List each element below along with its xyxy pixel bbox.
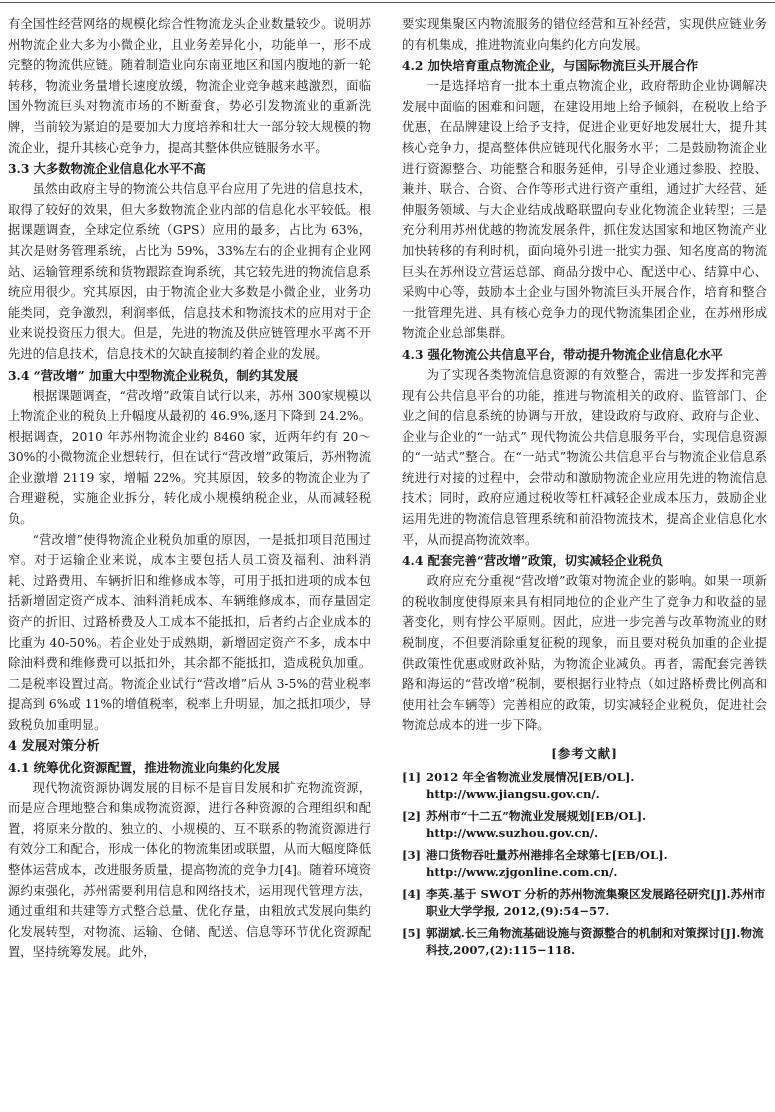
reference-number: [1]: [402, 769, 422, 784]
section-heading-3-3: 3.3 大多数物流企业信息化水平不高: [8, 161, 206, 177]
paragraph: 现代物流资源协调发展的目标不是盲目发展和扩充物流资源，而是应合理地整合和集成物流资源，进行各种资源的合理组织和配置，将原来分散的、独立的、小规模的、互不联系的物流资源进行有效分工和配合，形成一体化的物流集团或联盟，从而大幅度降低整体运营成本，改进服务质量，提高物流的竞争力[4]。随着环境资源约束强化，苏州需要利用信息和网络技术，运用现代管理方法，通过重组和共建等方式整合总量、优化存量，由粗放式发展向集约化发展转型，对物流、运输、仓储、配送、信息等环节优化资源配置，坚持统筹发展。此外，: [8, 780, 371, 960]
reference-item: [402, 769, 767, 804]
paragraph: 一是选择培育一批本土重点物流企业，政府帮助企业协调解决发展中面临的困难和问题，在建设用地上给予倾斜，在税收上给予优惠，在品牌建设上给予支持，促进企业更好地发展壮大，提升其核心竞争力，提高整体供应链现代化服务水平；二是鼓励物流企业进行资源整合、功能整合和服务延伸，引导企业通过参股、控股、兼并、联合、合资、合作等形式进行资产重组，通过扩大经营、延伸服务领域、与大企业结成战略联盟向专业化物流企业转型；三是充分利用苏州优越的物流发展条件，抓住发达国家和地区物流产业加快转移的有利时机，面向境外引进一批实力强、知名度高的物流巨头在苏州设立营运总部、商品分拨中心、配送中心、结算中心、采购中心等，鼓励本土企业与国外物流巨头开展合作，培育和整合一批管理先进、具有核心竞争力的现代物流集团企业，在苏州形成物流企业总部集群。: [402, 79, 767, 341]
paragraph: 虽然由政府主导的物流公共信息平台应用了先进的信息技术，取得了较好的效果，但大多数物流企业内部的信息化水平较低。根据课题调查，全球定位系统（GPS）应用的最多，占比为 63%，其次是财务管理系统，占比为 59%，33%左右的企业拥有企业网站、运输管理系统和货物跟踪查询系统，其它较先进的物流信息系统应用很少。究其原因，由于物流企业大多数是小微企业，业务功能类同，竞争激烈，利润率低，信息技术和物流技术的应用对于企业来说投资压力很大。但是，先进的物流及供应链管理水平离不开先进的信息技术，信息技术的欠缺直接制约着企业的发展。: [8, 182, 371, 361]
section-heading-3-4: 3.4 “营改增” 加重大中型物流企业税负，制约其发展: [8, 367, 299, 383]
reference-text: 李英.基于 SWOT 分析的苏州物流集聚区发展路径研究[J].苏州市职业大学学报, 2012,(9):54−57.: [426, 886, 766, 919]
reference-text: 苏州市“十二五”物流业发展规划[EB/OL]. http://www.suzhou.gov.cn/.: [426, 808, 647, 841]
reference-number: [3]: [402, 847, 422, 862]
section-heading-4-4: 4.4 配套完善“营改增”政策，切实减轻企业税负: [402, 553, 664, 569]
reference-text: 2012 年全省物流业发展情况[EB/OL]. http://www.jiangsu.gov.cn/.: [426, 769, 635, 802]
reference-item: [402, 925, 767, 960]
reference-text: 港口货物吞吐量苏州港排名全球第七[EB/OL]. http://www.zjgonline.com.cn/.: [426, 847, 668, 880]
section-heading-4: 4 发展对策分析: [8, 738, 100, 754]
top-rule: [0, 2, 775, 3]
paragraph: 有全国性经营网络的规模化综合性物流龙头企业数量较少。说明苏州物流企业大多为小微企业，且业务差异化小，功能单一，形不成完整的物流供应链。随着制造业向东南亚地区和国内腹地的新一轮转移，物流业务量增长速度放缓，物流企业竞争越来越激烈，面临国外物流巨头对物流市场的不断蚕食，势必引发物流业的重新洗牌，当前较为紧迫的是要加大力度培养和壮大一部分较大规模的物流企业，提升其核心竞争力，提高其整体供应链服务水平。: [8, 17, 371, 155]
section-heading-4-1: 4.1 统筹优化资源配置，推进物流业向集约化发展: [8, 759, 280, 775]
reference-item: [402, 886, 767, 921]
paragraph: 根据课题调查，“营改增”政策自试行以来，苏州 300家规模以上物流企业的税负上升幅度从最初的 46.9%,逐月下降到 24.2%。根据调查，2010 年苏州物流企业约 8460 家，近两年约有 20～30%的小微物流企业想转行，但在试行“营改增”政策后，苏州物流企业激增 2119 家，增幅 22%。究其原因，较多的物流企业为了合理避税，实施企业拆分，转化成小规模纳税企业，从而减轻税负。: [8, 388, 371, 527]
section-heading-4-3: 4.3 强化物流公共信息平台，带动提升物流企业信息化水平: [402, 346, 723, 362]
reference-number: [5]: [402, 925, 422, 940]
section-heading-4-2: 4.2 加快培育重点物流企业，与国际物流巨头开展合作: [402, 58, 699, 74]
left-column: [8, 14, 371, 963]
references-heading: [参考文献]: [551, 746, 618, 761]
reference-number: [4]: [402, 886, 422, 901]
right-column: [402, 14, 767, 964]
reference-item: [402, 808, 767, 843]
paragraph: 政府应充分重视“营改增”政策对物流企业的影响。如果一项新的税收制度使得原来具有相同地位的企业产生了竞争力和收益的显著变化，则有悖公平原则。因此，应进一步完善与改革物流业的财税制度，不但要消除重复征税的现象，而且要对税负加重的企业提供政策性优惠或财政补贴，为物流企业减负。再者，需配套完善铁路和海运的“营改增”税制，要根据行业特点（如过路桥费比例高和使用社会车辆等）完善相应的政策，切实减轻企业税负，促进社会物流总成本的进一步下降。: [402, 574, 767, 733]
paragraph: “营改增”使得物流企业税负加重的原因，一是抵扣项目范围过窄。对于运输企业来说，成本主要包括人员工资及福利、油料消耗、过路费用、车辆折旧和维修成本等，可用于抵扣进项的成本包括新增固定资产成本、油料消耗成本、车辆维修成本，而存量固定资产的折旧、过路桥费及人工成本不能抵扣，后者约占企业成本的比重为 40-50%。若企业处于成熟期，新增固定资产不多，成本中除油料费和维修费可以抵扣外，其余都不能抵扣，造成税负加重。二是税率设置过高。物流企业试行“营改增”后从 3-5%的营业税率提高到 6%或 11%的增值税率，税率上升明显，加之抵扣项少，导致税负加重明显。: [8, 532, 371, 732]
paragraph: 要实现集聚区内物流服务的错位经营和互补经营，实现供应链业务的有机集成，推进物流业向集约化方向发展。: [402, 17, 767, 52]
paragraph: 为了实现各类物流信息资源的有效整合，需进一步发挥和完善现有公共信息平台的功能，推进与物流相关的政府、监管部门、企业之间的信息系统的协调与开放，建设政府与政府、政府与企业、企业与企业的“一站式” 现代物流公共信息服务平台，实现信息资源的“一站式”整合。在“一站式”物流公共信息平台与物流企业信息系统进行对接的过程中，会带动和激励物流企业应用先进的物流信息技术；同时，政府应通过税收等杠杆减轻企业成本压力，鼓励企业运用先进的物流信息管理系统和前沿物流技术，提高企业信息化水平，从而提高物流效率。: [402, 367, 767, 547]
reference-number: [2]: [402, 808, 422, 823]
reference-list: [402, 769, 767, 960]
reference-item: [402, 847, 767, 882]
reference-text: 郭湖斌.长三角物流基础设施与资源整合的机制和对策探讨[J].物流科技,2007,(2):115−118.: [426, 925, 764, 958]
